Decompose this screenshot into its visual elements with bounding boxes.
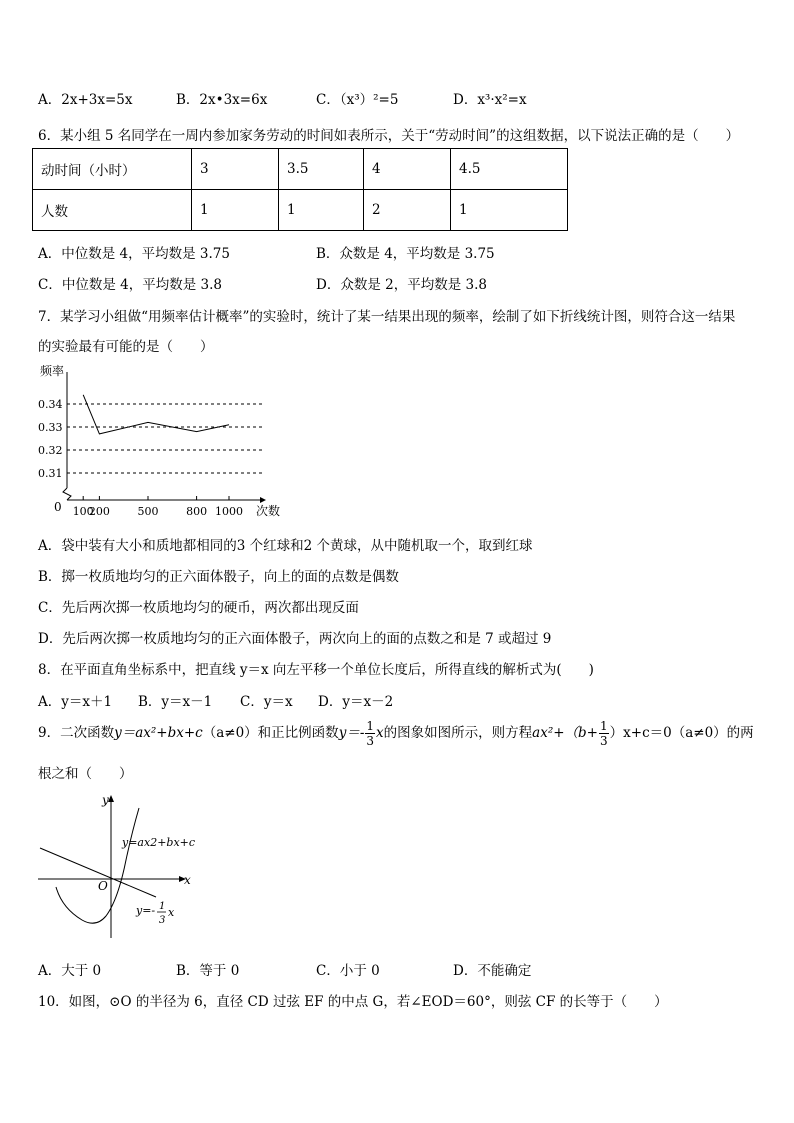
q9-stem-line1: [38, 718, 754, 748]
q5-option-c: C．（x³）²=5: [316, 92, 399, 108]
x-tick-label: 500: [137, 505, 159, 518]
table-cell: 1: [451, 190, 568, 231]
table-cell: 4.5: [451, 149, 568, 190]
table-cell: 4: [364, 149, 451, 190]
q7-option-c: C．先后两次掷一枚质地均匀的硬币，两次都出现反面: [38, 600, 359, 616]
q9-fraction: [365, 719, 375, 748]
origin-label: O: [98, 879, 108, 893]
q9-text: 的图象如图所示，则方程: [383, 725, 533, 741]
x-axis-label: x: [184, 873, 191, 887]
q9-quadratic: y＝ax²+bx+c: [114, 725, 203, 741]
q5-option-a: A．2x+3x=5x: [38, 92, 133, 108]
q9-linear: y＝-: [338, 725, 365, 741]
q9-fraction: [599, 719, 609, 748]
frequency-line-chart: [34, 360, 304, 525]
q6-data-table: [32, 148, 568, 231]
q9-linear-x: x: [376, 725, 384, 741]
fraction-numerator: 1: [366, 719, 375, 733]
table-cell: 3: [192, 149, 279, 190]
y-axis-label: y: [102, 793, 109, 807]
line-label: y=-: [136, 904, 156, 917]
table-row: [33, 149, 568, 190]
x-axis-label: 次数: [256, 504, 281, 518]
q10-stem: 10．如图，⊙O 的半径为 6，直径 CD 过弦 EF 的中点 G，若∠EOD＝60°，则弦 CF 的长等于（ ）: [38, 994, 668, 1010]
y-tick-label: 0.33: [38, 421, 63, 434]
q9-option-d: D．不能确定: [453, 963, 532, 979]
q8-stem: 8．在平面直角坐标系中，把直线 y＝x 向左平移一个单位长度后，所得直线的解析式为( ): [38, 662, 594, 678]
y-axis-arrow: [108, 795, 114, 802]
table-cell: 人数: [33, 190, 192, 231]
parabola-label: y=ax2+bx+c: [122, 836, 196, 849]
y-axis-label: 频率: [40, 364, 65, 378]
q9-equation: ax²+（b+: [532, 725, 598, 741]
q6-option-c: C．中位数是 4，平均数是 3.8: [38, 277, 222, 293]
table-row: [33, 190, 568, 231]
axis-break-mark: [63, 488, 71, 500]
x-axis-arrow: [260, 497, 266, 503]
origin-label: 0: [54, 500, 62, 514]
q9-text: （a≠0）和正比例函数: [202, 725, 339, 741]
q9-option-b: B．等于 0: [176, 963, 240, 979]
line-label-numerator: 1: [159, 901, 166, 912]
q8-option-d: D．y＝x－2: [318, 694, 394, 710]
q9-text: 9．二次函数: [38, 725, 115, 741]
q8-option-b: B．y＝x－1: [138, 694, 213, 710]
x-tick-label: 1000: [215, 505, 243, 518]
q9-function-graph: [34, 790, 204, 940]
y-tick-label: 0.34: [38, 398, 63, 411]
y-tick-label: 0.32: [38, 444, 63, 457]
q5-option-b: B．2x•3x=6x: [176, 92, 268, 108]
x-tick-label: 100: [72, 505, 94, 518]
q8-option-a: A．y＝x＋1: [38, 694, 113, 710]
x-tick-label: 800: [186, 505, 208, 518]
fraction-numerator: 1: [600, 719, 608, 733]
q7-stem-line2: 的实验最有可能的是（ ）: [38, 339, 214, 355]
table-cell: 1: [279, 190, 364, 231]
x-tick-label: 200: [88, 505, 110, 518]
q9-option-a: A．大于 0: [38, 963, 102, 979]
q6-stem: 6．某小组 5 名同学在一周内参加家务劳动的时间如表所示，关于“劳动时间”的这组数据，以下说法正确的是（ ）: [38, 128, 740, 144]
frequency-series-line: [83, 395, 229, 434]
fraction-denominator: 3: [366, 734, 375, 748]
q9-option-c: C．小于 0: [316, 963, 380, 979]
q7-option-b: B．掷一枚质地均匀的正六面体骰子，向上的面的点数是偶数: [38, 569, 399, 585]
fraction-denominator: 3: [600, 734, 608, 748]
q7-option-a: A．袋中装有大小和质地都相同的3 个红球和2 个黄球，从中随机取一个，取到红球: [38, 538, 533, 554]
table-cell: 动时间（小时）: [33, 149, 192, 190]
parabola-curve: [56, 808, 139, 923]
line-label-denominator: 3: [159, 915, 166, 926]
q6-option-d: D．众数是 2，平均数是 3.8: [316, 277, 487, 293]
q6-option-a: A．中位数是 4，平均数是 3.75: [38, 246, 230, 262]
q6-option-b: B．众数是 4，平均数是 3.75: [316, 246, 495, 262]
table-cell: 2: [364, 190, 451, 231]
q5-option-d: D．x³·x²=x: [453, 92, 527, 108]
q7-stem-line1: 7．某学习小组做“用频率估计概率”的实验时，统计了某一结果出现的频率，绘制了如下折线统计图，则符合这一结果: [38, 309, 736, 325]
line-label-x: x: [168, 906, 175, 919]
q7-option-d: D．先后两次掷一枚质地均匀的正六面体骰子，两次向上的面的点数之和是 7 或超过 9: [38, 631, 552, 647]
q8-option-c: C．y＝x: [240, 694, 293, 710]
table-cell: 3.5: [279, 149, 364, 190]
q9-text: ）x+c＝0（a≠0）的两: [609, 725, 754, 741]
q9-stem-line2: 根之和（ ）: [38, 766, 133, 782]
table-cell: 1: [192, 190, 279, 231]
y-tick-label: 0.31: [38, 467, 63, 480]
